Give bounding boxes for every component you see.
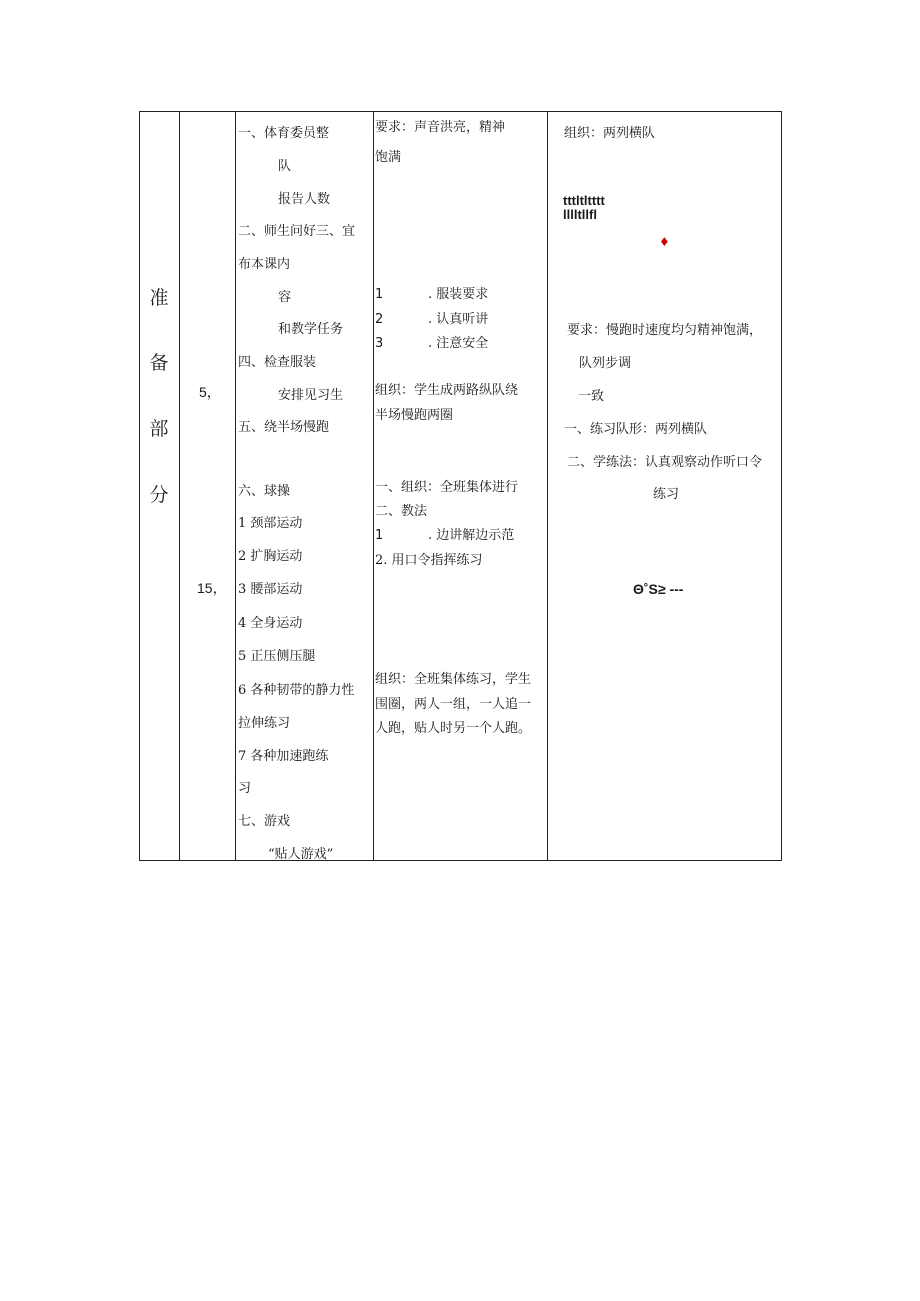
- organization-line: 二、学练法：认真观察动作听口令: [567, 455, 763, 470]
- table-border-right: [781, 111, 782, 861]
- content-line: 6 各种韧带的静力性: [238, 683, 355, 698]
- method-item-number: 3: [375, 336, 384, 351]
- organization-line: 队列步调: [579, 356, 632, 371]
- time-value: 5，: [199, 384, 221, 400]
- teacher-position-icon: ♦: [659, 235, 670, 249]
- method-line: 要求：声音洪亮，精神: [375, 120, 506, 135]
- method-line: . 认真听讲: [428, 312, 489, 327]
- method-line: 半场慢跑两圈: [375, 408, 454, 423]
- method-line: 人跑，贴人时另一个人跑。: [375, 721, 532, 736]
- column-divider-3: [373, 111, 374, 861]
- method-item-number: 1: [375, 528, 384, 543]
- section-label-char: 准: [149, 287, 169, 309]
- content-line: 报告人数: [278, 192, 331, 207]
- content-line: 队: [278, 159, 292, 174]
- method-line: 二、教法: [375, 504, 428, 519]
- content-line: 5 正压侧压腿: [238, 649, 316, 664]
- organization-line: 一致: [578, 389, 605, 404]
- organization-line: 组织：两列横队: [564, 126, 656, 141]
- method-line: 一、组织：全班集体进行: [375, 480, 519, 495]
- content-line: 一、体育委员整: [238, 126, 330, 141]
- content-line: 布本课内: [238, 257, 291, 272]
- content-line: “贴人游戏”: [268, 847, 334, 862]
- content-line: 拉伸练习: [238, 716, 291, 731]
- method-item-number: 1: [375, 287, 384, 302]
- method-line: 饱满: [375, 150, 402, 165]
- organization-line: 练习: [653, 487, 680, 502]
- organization-line: 要求：慢跑时速度均匀精神饱满，: [567, 323, 763, 338]
- content-line: 2 扩胸运动: [238, 549, 303, 564]
- content-line: 和教学任务: [278, 322, 344, 337]
- column-divider-2: [235, 111, 236, 861]
- content-line: 1 颈部运动: [238, 516, 303, 531]
- method-line: 围圈，两人一组，一人追一: [375, 697, 532, 712]
- method-item-number: 2: [375, 312, 384, 327]
- content-line: 容: [278, 290, 292, 305]
- content-line: 六、球操: [238, 484, 291, 499]
- content-line: 四、检查服装: [238, 355, 317, 370]
- formation-row-1: tttltltttt: [563, 193, 605, 208]
- content-line: 五、绕半场慢跑: [238, 420, 330, 435]
- method-line: . 边讲解边示范: [428, 528, 515, 543]
- method-line: . 服装要求: [428, 287, 489, 302]
- formation-row-2: lllltllfl: [563, 207, 597, 222]
- method-line: 组织：学生成两路纵队绕: [375, 383, 519, 398]
- content-line: 7 各种加速跑练: [238, 749, 329, 764]
- method-line: 组织：全班集体练习，学生: [375, 672, 532, 687]
- section-label-char: 部: [149, 418, 169, 440]
- formation-symbol: Θ˚S≥ ---: [633, 581, 684, 597]
- content-line: 七、游戏: [238, 814, 291, 829]
- content-line: 习: [238, 781, 252, 796]
- content-line: 3 腰部运动: [238, 582, 303, 597]
- content-line: 4 全身运动: [238, 616, 303, 631]
- section-label-char: 分: [149, 484, 169, 506]
- column-divider-1: [179, 111, 180, 861]
- time-value: 15，: [197, 580, 227, 596]
- column-divider-4: [547, 111, 548, 861]
- content-line: 二、师生问好三、宜: [238, 224, 356, 239]
- lesson-plan-table: [139, 111, 782, 861]
- method-line: 2. 用口令指挥练习: [375, 553, 483, 568]
- section-label-char: 备: [149, 352, 169, 374]
- content-line: 安排见习生: [278, 388, 344, 403]
- method-line: . 注意安全: [428, 336, 489, 351]
- organization-line: 一、练习队形：两列横队: [564, 422, 708, 437]
